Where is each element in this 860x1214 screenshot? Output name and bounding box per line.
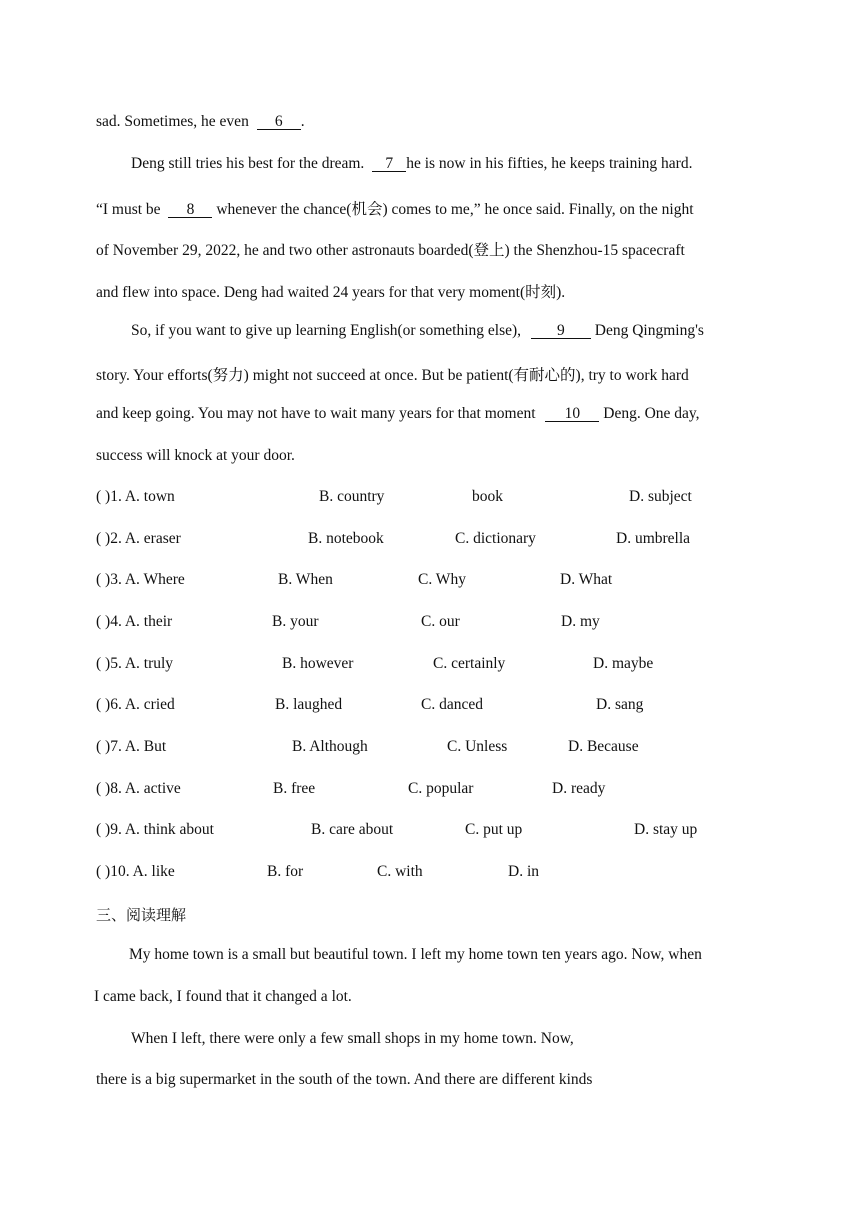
option-b: B. Although — [292, 738, 368, 755]
option-d: D. in — [508, 863, 539, 880]
passage-line: and flew into space. Deng had waited 24 years for that very moment(时刻). — [96, 284, 566, 301]
option-c: C. Why — [418, 571, 466, 588]
reading-line: there is a big supermarket in the south of the town. And there are different kinds — [96, 1071, 593, 1088]
question-stem: ( )6. A. cried — [96, 696, 175, 713]
option-b: B. however — [282, 655, 354, 672]
reading-line: When I left, there were only a few small shops in my home town. Now, — [131, 1030, 574, 1047]
option-c: C. Unless — [447, 738, 508, 755]
option-b: B. notebook — [308, 530, 384, 547]
option-b: B. your — [272, 613, 319, 630]
question-stem: ( )7. A. But — [96, 738, 167, 755]
passage-line: of November 29, 2022, he and two other astronauts boarded(登上) the Shenzhou-15 spacecraft — [96, 242, 685, 259]
option-c: C. dictionary — [455, 530, 536, 547]
option-d: D. Because — [568, 738, 639, 755]
passage-line: sad. Sometimes, he even 6 . — [96, 113, 305, 130]
section-heading: 三、阅读理解 — [96, 906, 187, 924]
passage-line: success will knock at your door. — [96, 447, 295, 464]
passage-line: Deng still tries his best for the dream. 7he is now in his fifties, he keeps training hard. — [131, 155, 693, 172]
option-b: B. free — [273, 780, 316, 797]
passage-line: and keep going. You may not have to wait many years for that moment 10 Deng. One day, — [96, 405, 700, 422]
question-stem: ( )10. A. like — [96, 863, 175, 880]
option-b: B. laughed — [275, 696, 343, 713]
blank-7: 7 — [372, 156, 406, 172]
option-d: D. sang — [596, 696, 644, 713]
option-b: B. country — [319, 488, 385, 505]
question-stem: ( )9. A. think about — [96, 821, 214, 838]
option-d: D. stay up — [634, 821, 698, 838]
option-b: B. When — [278, 571, 333, 588]
question-stem: ( )2. A. eraser — [96, 530, 181, 547]
option-d: D. What — [560, 571, 613, 588]
passage-line: story. Your efforts(努力) might not succeed at once. But be patient(有耐心的), try to work hard — [96, 367, 689, 384]
option-b: B. for — [267, 863, 304, 880]
option-c: book — [472, 488, 503, 505]
option-d: D. my — [561, 613, 600, 630]
option-c: C. certainly — [433, 655, 506, 672]
option-c: C. our — [421, 613, 460, 630]
option-d: D. maybe — [593, 655, 654, 672]
passage-line: So, if you want to give up learning English(or something else), 9 Deng Qingming's — [131, 322, 704, 339]
question-stem: ( )5. A. truly — [96, 655, 174, 672]
option-c: C. popular — [408, 780, 474, 797]
question-stem: ( )8. A. active — [96, 780, 181, 797]
reading-line: I came back, I found that it changed a lot. — [94, 988, 352, 1005]
passage-line: “I must be 8 whenever the chance(机会) comes to me,” he once said. Finally, on the night — [96, 201, 694, 218]
option-c: C. with — [377, 863, 423, 880]
option-d: D. subject — [629, 488, 692, 505]
question-stem: ( )3. A. Where — [96, 571, 185, 588]
reading-line: My home town is a small but beautiful town. I left my home town ten years ago. Now, when — [129, 946, 702, 963]
option-c: C. put up — [465, 821, 523, 838]
question-stem: ( )4. A. their — [96, 613, 173, 630]
option-c: C. danced — [421, 696, 483, 713]
option-d: D. umbrella — [616, 530, 691, 547]
blank-9: 9 — [531, 323, 591, 339]
question-stem: ( )1. A. town — [96, 488, 175, 505]
blank-6: 6 — [257, 114, 301, 130]
blank-10: 10 — [545, 406, 599, 422]
option-b: B. care about — [311, 821, 394, 838]
blank-8: 8 — [168, 202, 212, 218]
option-d: D. ready — [552, 780, 606, 797]
